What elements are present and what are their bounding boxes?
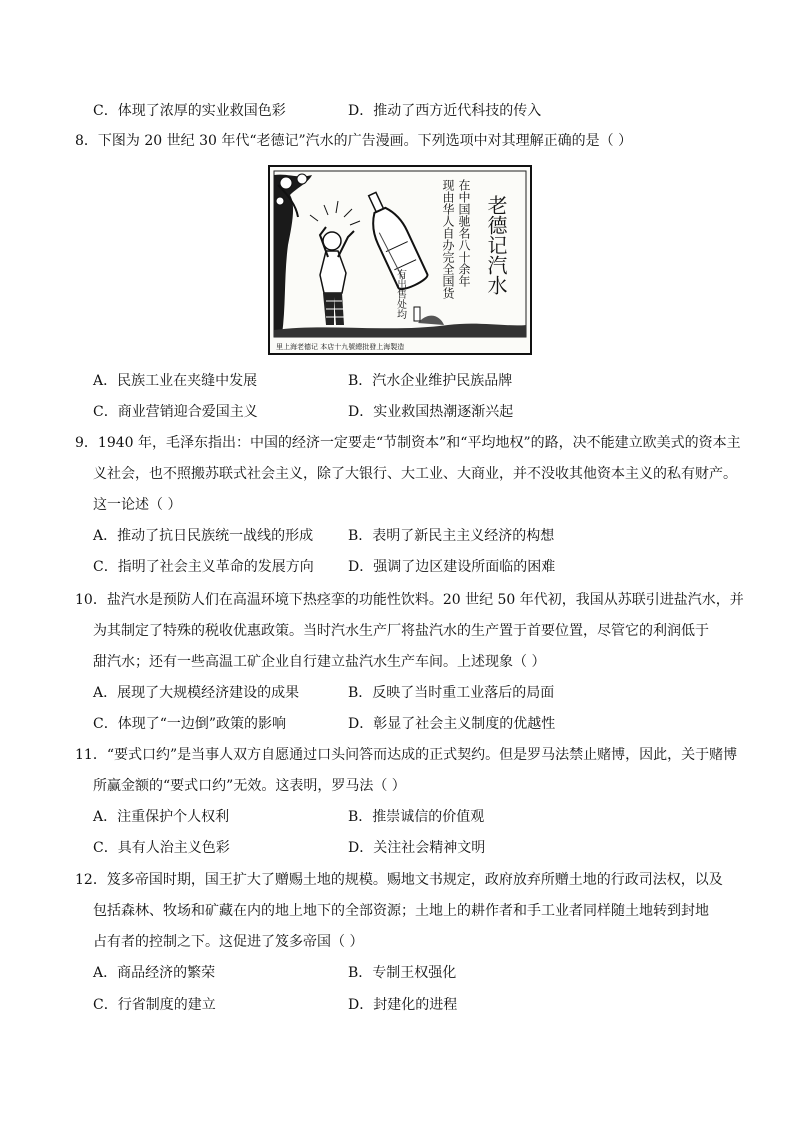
q9-line-3: 这一论述（ ）	[93, 497, 182, 513]
q11-option-c: C．具有人治主义色彩	[93, 840, 230, 856]
q9-options-cd	[93, 557, 713, 577]
cartoon-slogan-1: 在中国驰名八十余年	[457, 179, 471, 287]
q12-line-2: 包括森林、牧场和矿藏在内的地上地下的全部资源；土地上的耕作者和手工业者同样随土地转到封地	[93, 903, 709, 919]
cartoon-footer: 里上海老德记 本店十九號總批發上海製造	[276, 343, 405, 351]
q8-option-c: C．商业营销迎合爱国主义	[93, 404, 258, 420]
cartoon-slogan-2: 现由华人自办完全国货	[441, 179, 455, 299]
q11-option-d: D．关注社会精神文明	[348, 840, 486, 856]
q9-option-c: C．指明了社会主义革命的发展方向	[93, 559, 314, 575]
q10-line-2: 为其制定了特殊的税收优惠政策。当时汽水生产厂将盐汽水的生产置于首要位置，尽管它的利润低于	[93, 623, 709, 639]
q8-stem: 8．下图为 20 世纪 30 年代“老德记”汽水的广告漫画。下列选项中对其理解正确的是（ ）	[75, 133, 633, 149]
q11-options-ab	[93, 807, 713, 827]
q9-line-2: 义社会，也不照搬苏联式社会主义，除了大银行、大工业、大商业，并不没收其他资本主义的私有财产。	[93, 466, 737, 482]
q12-line-1: 12．笈多帝国时期，国王扩大了赠赐土地的规模。赐地文书规定，政府放弃所赠土地的行政司法权，以及	[75, 872, 723, 888]
q12-option-b: B．专制王权强化	[348, 965, 457, 981]
q12-option-a: A．商品经济的繁荣	[93, 965, 216, 981]
q8-option-a: A．民族工业在夹缝中发展	[93, 373, 258, 389]
q7-options-cd	[93, 101, 713, 121]
q11-options-cd	[93, 838, 713, 858]
q9-option-b: B．表明了新民主主义经济的构想	[348, 528, 555, 544]
q7-option-c: C．体现了浓厚的实业救国色彩	[93, 103, 286, 119]
q10-option-c: C．体现了“一边倒”政策的影响	[93, 716, 287, 732]
q12-option-c: C．行省制度的建立	[93, 997, 216, 1013]
q7-option-d: D．推动了西方近代科技的传入	[348, 103, 542, 119]
q12-options-cd	[93, 995, 713, 1015]
advertisement-cartoon	[268, 165, 532, 355]
q11-option-a: A．注重保护个人权利	[93, 809, 230, 825]
q11-line-2: 所赢金额的“要式口约”无效。这表明，罗马法（ ）	[93, 778, 406, 794]
q10-line-1: 10．盐汽水是预防人们在高温环境下热痉挛的功能性饮料。20 世纪 50 年代初，我国从苏联引进盐汽水，并	[75, 592, 744, 608]
q10-options-ab	[93, 683, 713, 703]
q12-options-ab	[93, 963, 713, 983]
q12-line-3: 占有者的控制之下。这促进了笈多帝国（ ）	[93, 934, 364, 950]
q10-options-cd	[93, 714, 713, 734]
cartoon-brand: 老德记汽水	[484, 195, 508, 295]
q8-option-b: B．汽水企业维护民族品牌	[348, 373, 513, 389]
q12-option-d: D．封建化的进程	[348, 997, 458, 1013]
cartoon-side-text: 有出售处均	[394, 269, 406, 319]
q8-options-ab	[93, 371, 713, 391]
q11-line-1: 11．“要式口约”是当事人双方自愿通过口头问答而达成的正式契约。但是罗马法禁止赌博，因此，关于赌博	[75, 747, 738, 763]
q10-line-3: 甜汽水；还有一些高温工矿企业自行建立盐汽水生产车间。上述现象（ ）	[93, 654, 546, 670]
q8-options-cd	[93, 402, 713, 422]
q9-option-a: A．推动了抗日民族统一战线的形成	[93, 528, 314, 544]
q8-option-d: D．实业救国热潮逐渐兴起	[348, 404, 514, 420]
q9-line-1: 9．1940 年，毛泽东指出：中国的经济一定要走“节制资本”和“平均地权”的路，决不能建立欧美式的资本主	[75, 435, 741, 451]
q10-option-d: D．彰显了社会主义制度的优越性	[348, 716, 556, 732]
q10-option-a: A．展现了大规模经济建设的成果	[93, 685, 300, 701]
q9-option-d: D．强调了边区建设所面临的困难	[348, 559, 556, 575]
q9-options-ab	[93, 526, 713, 546]
q11-option-b: B．推崇诚信的价值观	[348, 809, 485, 825]
q10-option-b: B．反映了当时重工业落后的局面	[348, 685, 555, 701]
